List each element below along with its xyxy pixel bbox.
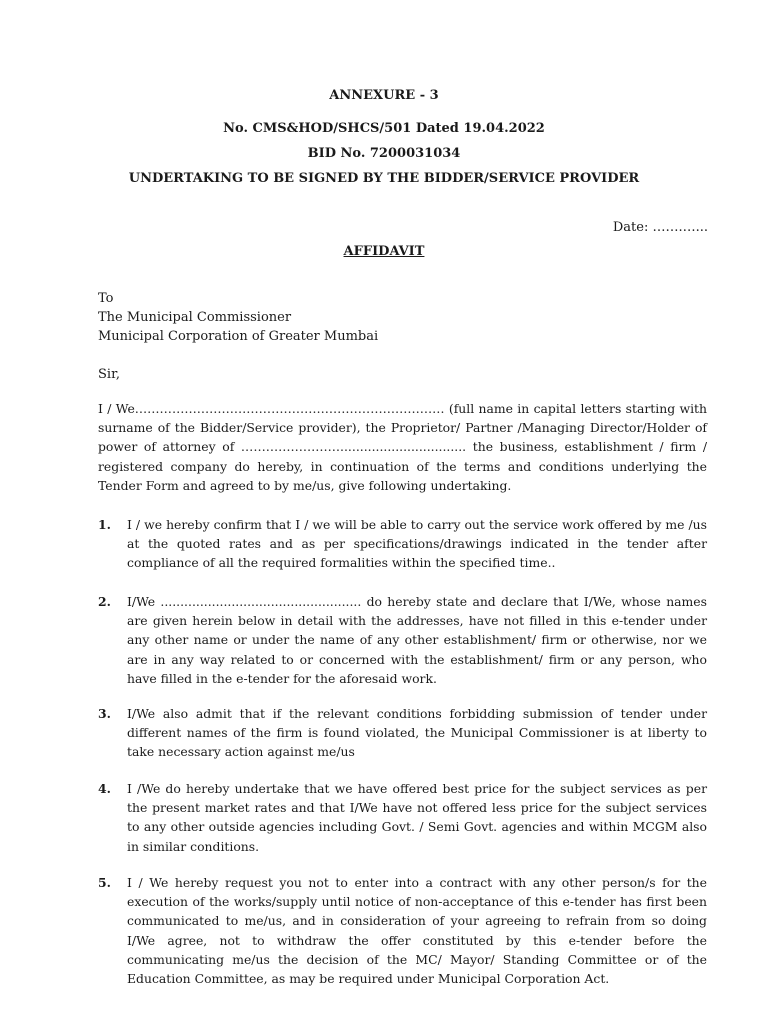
undertaking-item-4 xyxy=(98,779,707,856)
salutation: Sir, xyxy=(98,367,120,382)
address-to: To xyxy=(98,291,114,306)
item-text: I/We ................................................... do hereby state and declare that I/We, whose names are given herein below in detail with the addresses, have not filled in this e-tender under any other name or under the name of any other establishment/ firm or otherwise, nor we are in any way related to or concerned with the establishment/ firm or any person, who have filled in the e-tender for the aforesaid work. xyxy=(127,594,707,686)
undertaking-title: UNDERTAKING TO BE SIGNED BY THE BIDDER/SERVICE PROVIDER xyxy=(128,171,640,186)
item-text: I/We also admit that if the relevant conditions forbidding submission of tender under different names of the firm is found violated, the Municipal Commissioner is at liberty to take necessary action against me/us xyxy=(127,706,707,760)
intro-paragraph: I / We………………………………………………………………… (full name in capital letters starting with surname of the Bidder/Service provider), the Proprietor/ Partner /Managing Director/Holder of power of attorney of ……………………................................ the business, establishment / firm / registered company do hereby, in continuation of the terms and conditions underlying the Tender Form and agreed to by me/us, give following undertaking. xyxy=(98,401,707,493)
date-field: Date: …….…... xyxy=(612,220,708,235)
address-line-2: Municipal Corporation of Greater Mumbai xyxy=(98,329,379,344)
undertaking-item-1 xyxy=(98,515,707,573)
item-text: I / We hereby request you not to enter into a contract with any other person/s for the execution of the works/supply until notice of non-acceptance of this e-tender has first been communicated to me/us, and in consideration of your agreeing to refrain from so doing I/We agree, not to withdraw the offer constituted by this e-tender before the communicating me/us the decision of the MC/ Mayor/ Standing Committee or of the Education Committee, as may be required under Municipal Corporation Act. xyxy=(127,875,707,987)
bid-number: BID No. 7200031034 xyxy=(307,146,461,161)
item-number: 3. xyxy=(98,706,111,721)
item-number: 1. xyxy=(98,517,111,532)
undertaking-item-2 xyxy=(98,592,707,688)
item-text: I / we hereby confirm that I / we will be able to carry out the service work offered by me /us at the quoted rates and as per specifications/drawings indicated in the tender after compliance of all the required formalities within the specified time.. xyxy=(127,517,707,571)
reference-number: No. CMS&HOD/SHCS/501 Dated 19.04.2022 xyxy=(223,121,545,136)
affidavit-title: AFFIDAVIT xyxy=(343,244,425,259)
annexure-heading: ANNEXURE - 3 xyxy=(329,88,439,103)
item-text: I /We do hereby undertake that we have offered best price for the subject services as per the present market rates and that I/We have not offered less price for the subject services to any other outside agencies including Govt. / Semi Govt. agencies and within MCGM also in similar conditions. xyxy=(127,781,707,854)
addressee-block xyxy=(98,289,378,346)
item-number: 5. xyxy=(98,875,111,890)
undertaking-item-5 xyxy=(98,873,707,988)
item-number: 4. xyxy=(98,781,111,796)
undertaking-item-3 xyxy=(98,704,707,762)
address-line-1: The Municipal Commissioner xyxy=(98,310,292,325)
item-number: 2. xyxy=(98,594,111,609)
